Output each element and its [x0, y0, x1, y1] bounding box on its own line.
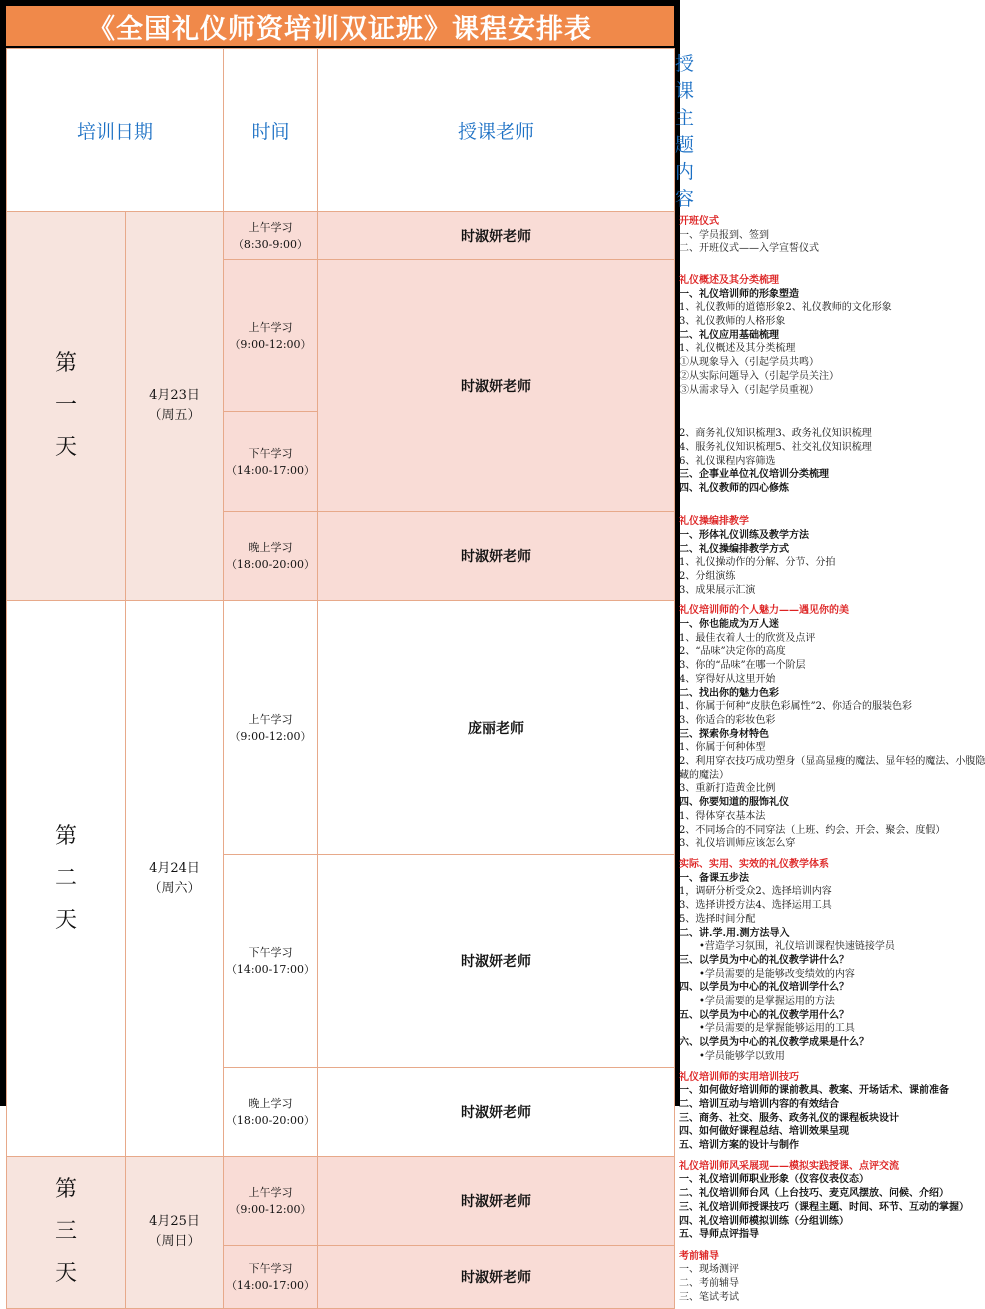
content-line: •学员需要的是掌握运用的方法	[699, 996, 835, 1008]
session-hours: （9:00-12:00）	[229, 337, 312, 351]
session-time	[224, 412, 318, 512]
day-label-char: 三	[54, 1219, 77, 1245]
content-line: •学员需要的是掌握能够运用的工具	[699, 1023, 855, 1035]
session-period: 下午学习	[248, 945, 293, 959]
content-line-right: 2、选择培训内容	[755, 886, 832, 898]
session-hours: （8:30-9:00）	[232, 237, 309, 251]
content-line: •学员能够学以致用	[699, 1050, 785, 1062]
session-time	[224, 1067, 318, 1156]
session-period: 上午学习	[248, 220, 293, 234]
session-row: 下午学习 （14:00-17:00） 时淑妍老师 实际、实用、实效的礼仪教学体系 一、备课五步法 1，调研分析受众 2、选择培训内容 3、选择讲授方法 4、选择运用工具 5、选择时间分配 二、讲.学.用.测方法导入 •营造学习氛围，礼仪培训课程快速链接学员 三、以学员为中心的礼仪教学讲什么？ •学员需要的是能够改变绩效的内容 四、以学员为中心的礼仪培训学什么？ •学员需要的是掌握运用的方法 五、以学员为中心的礼仪教学用什么？ •学员需要的是掌握能够运用的工具 六、以学员为中心的礼仪教学成果是什么？ •学员能够学以致用	[7, 854, 675, 1067]
content-line-right: 2、你适合的服装色彩	[815, 701, 912, 713]
session-row: 第 一 天 4月23日 （周五） 上午学习 （8:30-9:00） 时淑妍老师 开班仪式 一、学员报到、签到 二、开班仪式——入学宣誓仪式	[7, 212, 675, 260]
content-line-left: 2、商务礼仪知识梳理	[679, 428, 776, 440]
session-teacher: 时淑妍老师	[318, 260, 675, 512]
session-teacher: 时淑妍老师	[318, 854, 675, 1067]
session-time	[224, 854, 318, 1067]
day-date	[126, 601, 224, 1156]
content-line-left: 4、服务礼仪知识梳理	[679, 442, 776, 454]
weekday-text: （周五）	[148, 408, 201, 424]
session-hours: （9:00-12:00）	[229, 1202, 312, 1216]
session-time	[224, 512, 318, 601]
day-label-char: 天	[54, 1261, 77, 1287]
page-title: 《全国礼仪师资培训双证班》课程安排表	[6, 6, 674, 46]
session-row: 第 二 天 4月24日 （周六） 上午学习 （9:00-12:00） 庞丽老师 礼仪培训师的个人魅力——遇见你的美 一、你也能成为万人迷 1、最佳衣着人士的欣赏及点评 2、“品味”决定你的高度 3、你的“品味”在哪一个阶层 4、穿得好从这里开始 二、找出你的魅力色彩 1、你属于何种“皮肤色彩属性” 2、你适合的服装色彩 3、你适合的彩妆色彩 三、探索你身材特色 1、你属于何种体型 2、利用穿衣技巧成功塑身（显高显瘦的魔法、显年轻的魔法、小腹隐 藏的魔法） 3、重新打造黄金比例 四、你要知道的服饰礼仪 1、得体穿衣基本法 2、不同场合的不同穿法（上班、约会、开会、聚会、度假） 3、礼仪培训师应该怎么穿	[7, 601, 675, 855]
content-line-left: 3、选择讲授方法	[679, 900, 756, 912]
session-time	[224, 1245, 318, 1308]
content-line-left: 1、你属于何种“皮肤色彩属性”	[679, 701, 816, 713]
session-period: 下午学习	[248, 1261, 293, 1275]
day-date	[126, 212, 224, 601]
content-line: •营造学习氛围，礼仪培训课程快速链接学员	[699, 941, 895, 953]
session-hours: （9:00-12:00）	[229, 729, 312, 743]
date-text: 4月24日	[149, 860, 200, 876]
session-period: 上午学习	[248, 712, 293, 726]
session-time	[224, 212, 318, 260]
content-line-right: 3、政务礼仪知识梳理	[775, 428, 872, 440]
day-label-char: 第	[54, 351, 77, 377]
session-period: 上午学习	[248, 1185, 293, 1199]
day-label-char: 二	[54, 865, 77, 891]
session-time	[224, 260, 318, 412]
session-time	[224, 1156, 318, 1245]
day-label-char: 天	[54, 907, 77, 933]
content-line: •学员需要的是能够改变绩效的内容	[699, 968, 855, 980]
session-hours: （14:00-17:00）	[225, 463, 316, 477]
session-time	[224, 601, 318, 855]
session-period: 下午学习	[248, 446, 293, 460]
session-hours: （14:00-17:00）	[225, 962, 316, 976]
day-date	[126, 1156, 224, 1308]
header-date: 培训日期	[7, 49, 224, 212]
day-label	[7, 1156, 126, 1308]
session-teacher: 时淑妍老师	[318, 1245, 675, 1308]
session-row: 下午学习 （14:00-17:00） 2、商务礼仪知识梳理 3、政务礼仪知识梳理 4、服务礼仪知识梳理 5、社交礼仪知识梳理 6、礼仪课程内容筛选 三、企事业单位礼仪培训分类梳理 四、礼仪教师的四心修炼	[7, 412, 675, 512]
day-label	[7, 212, 126, 601]
schedule-table	[6, 48, 985, 1309]
session-hours: （18:00-20:00）	[225, 558, 316, 572]
session-teacher: 时淑妍老师	[318, 1156, 675, 1245]
header-row: 培训日期 时间 授课老师 授课主题内容	[7, 49, 675, 212]
header-teacher: 授课老师	[318, 49, 675, 212]
content-line-right: 5、社交礼仪知识梳理	[775, 442, 872, 454]
session-row: 下午学习 （14:00-17:00） 时淑妍老师 考前辅导 一、现场测评 二、考前辅导 三、笔试考试	[7, 1245, 675, 1308]
session-row: 晚上学习 （18:00-20:00） 时淑妍老师 礼仪培训师的实用培训技巧 一、如何做好培训师的课前教具、教案、开场话术、课前准备 二、培训互动与培训内容的有效结合 三、商务、社交、服务、政务礼仪的课程板块设计 四、如何做好课程总结、培训效果呈现 五、培训方案的设计与制作	[7, 1067, 675, 1156]
session-teacher: 时淑妍老师	[318, 512, 675, 601]
day-label	[7, 601, 126, 1156]
content-line-right: 2、礼仪教师的文化形象	[785, 302, 892, 314]
content-line-right: 4、选择运用工具	[755, 900, 832, 912]
session-row: 上午学习 （9:00-12:00） 时淑妍老师 礼仪概述及其分类梳理 一、礼仪培训师的形象塑造 1、礼仪教师的道德形象 2、礼仪教师的文化形象 3、礼仪教师的人格形象 二、礼仪应用基础梳理 1、礼仪概述及其分类梳理 ①从现象导入（引起学员共鸣） ②从实际问题导入（引起学员关注） ③从需求导入（引起学员重视）	[7, 260, 675, 412]
session-teacher: 时淑妍老师	[318, 1067, 675, 1156]
weekday-text: （周六）	[148, 880, 201, 896]
header-time: 时间	[224, 49, 318, 212]
content-line-left: 1，调研分析受众	[679, 886, 756, 898]
session-row: 晚上学习 （18:00-20:00） 时淑妍老师 礼仪操编排教学 一、形体礼仪训练及教学方法 二、礼仪操编排教学方式 1、礼仪操动作的分解、分节、分拍 2、分组演练 3、成果展示汇演	[7, 512, 675, 601]
weekday-text: （周日）	[148, 1234, 201, 1250]
session-hours: （14:00-17:00）	[225, 1278, 316, 1292]
date-text: 4月25日	[149, 1214, 200, 1230]
date-text: 4月23日	[149, 388, 200, 404]
session-hours: （18:00-20:00）	[225, 1113, 316, 1127]
session-teacher: 庞丽老师	[318, 601, 675, 855]
content-line-left: 1、礼仪教师的道德形象	[679, 302, 786, 314]
day-label-char: 天	[54, 435, 77, 461]
session-period: 上午学习	[248, 320, 293, 334]
session-row: 第 三 天 4月25日 （周日） 上午学习 （9:00-12:00） 时淑妍老师 礼仪培训师风采展现——模拟实践授课、点评交流 一、礼仪培训师职业形象（仪容仪表仪态） 二、礼仪培训师台风（上台技巧、麦克风摆放、问候、介绍） 三、礼仪培训师授课技巧（课程主题、时间、环节、互动的掌握） 四、礼仪培训师模拟训练（分组训练） 五、导师点评指导	[7, 1156, 675, 1245]
session-period: 晚上学习	[248, 1096, 293, 1110]
day-label-char: 第	[54, 1177, 77, 1203]
session-teacher: 时淑妍老师	[318, 212, 675, 260]
day-label-char: 一	[54, 393, 77, 419]
session-period: 晚上学习	[248, 541, 293, 555]
day-label-char: 第	[54, 823, 77, 849]
